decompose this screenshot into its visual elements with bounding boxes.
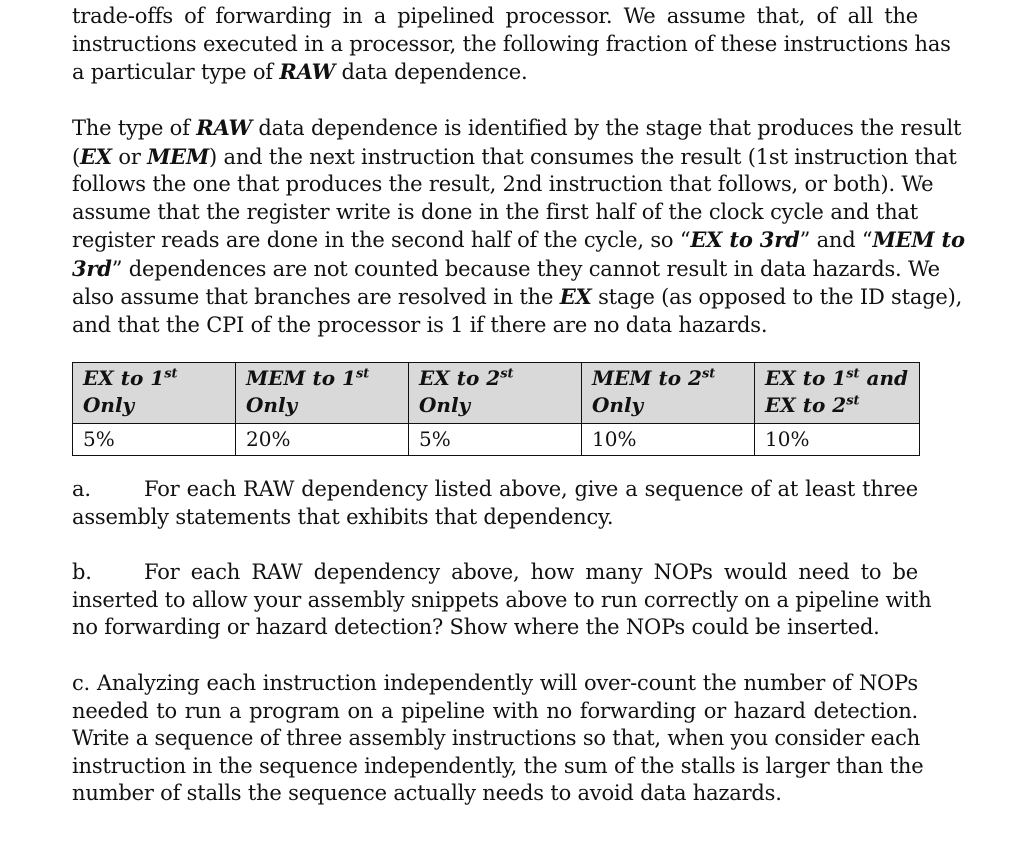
- question-b-label: b.: [72, 560, 92, 584]
- question-b-line-1: b. For each RAW dependency above, how many NOPs would need to be: [72, 559, 918, 587]
- table-cell: 20%: [236, 424, 409, 456]
- raw-term: RAW: [196, 115, 252, 140]
- raw-term: RAW: [279, 59, 336, 84]
- question-b: [72, 559, 932, 642]
- table-header-cell: MEM to 2st Only: [582, 363, 755, 424]
- table-header-cell: EX to 1st Only: [73, 363, 236, 424]
- question-a: [72, 476, 918, 531]
- question-a-label: a.: [72, 477, 91, 501]
- definition-line-6: 3rd” dependences are not counted because they cannot result in data hazards. We: [72, 255, 940, 281]
- question-a-line-1: a. For each RAW dependency listed above, give a sequence of at least three: [72, 476, 918, 504]
- question-c-line-1: c. Analyzing each instruction independently will over-count the number of NOPs: [72, 671, 918, 695]
- table-cell: 10%: [582, 424, 755, 456]
- definition-line-5: register reads are done in the second half of the cycle, so “EX to 3rd” and “MEM to: [72, 227, 965, 252]
- question-c-line-2: needed to run a program on a pipeline with no forwarding or hazard detection.: [72, 698, 918, 723]
- table-header-cell: EX to 1st and EX to 2st: [755, 363, 920, 424]
- raw-dependence-table: [72, 362, 920, 456]
- definition-line-1: The type of RAW data dependence is identified by the stage that produces the result: [72, 115, 962, 140]
- question-b-line-3: no forwarding or hazard detection? Show where the NOPs could be inserted.: [72, 615, 880, 639]
- question-c-line-5: number of stalls the sequence actually needs to avoid data hazards.: [72, 781, 782, 805]
- third-term: 3rd: [72, 255, 112, 281]
- question-b-line-2: inserted to allow your assembly snippets above to run correctly on a pipeline with: [72, 587, 932, 612]
- ex-term: EX: [80, 143, 112, 169]
- ex-to-3rd-term: EX to 3rd: [690, 227, 800, 252]
- table-header-row: [73, 363, 920, 424]
- table-cell: 10%: [755, 424, 920, 456]
- intro-line-3: a particular type of RAW data dependence.: [72, 59, 528, 84]
- mem-term: MEM: [147, 143, 210, 169]
- definition-line-3: follows the one that produces the result, 2nd instruction that follows, or both). We: [72, 172, 934, 196]
- intro-line-1: trade-offs of forwarding in a pipelined processor. We assume that, of all the: [72, 4, 918, 28]
- table-row: [73, 424, 920, 456]
- question-a-line-2: assembly statements that exhibits that dependency.: [72, 504, 614, 529]
- ex-term: EX: [559, 284, 592, 309]
- intro-paragraph: [72, 3, 951, 87]
- table-header-cell: MEM to 1st Only: [236, 363, 409, 424]
- intro-line-2: instructions executed in a processor, the following fraction of these instructions has: [72, 31, 951, 56]
- definition-line-8: and that the CPI of the processor is 1 if there are no data hazards.: [72, 312, 768, 337]
- table-cell: 5%: [73, 424, 236, 456]
- definition-paragraph: [72, 114, 965, 339]
- definition-line-2: (EX or MEM) and the next instruction that consumes the result (1st instruction that: [72, 143, 957, 169]
- definition-line-4: assume that the register write is done in the first half of the clock cycle and that: [72, 199, 918, 224]
- table-header-cell: EX to 2st Only: [409, 363, 582, 424]
- table-cell: 5%: [409, 424, 582, 456]
- mem-to-term: MEM to: [872, 227, 965, 252]
- question-c-line-3: Write a sequence of three assembly instructions so that, when you consider each: [72, 726, 921, 750]
- definition-line-7: also assume that branches are resolved in the EX stage (as opposed to the ID stage),: [72, 284, 963, 309]
- question-c-line-4: instruction in the sequence independently, the sum of the stalls is larger than the: [72, 753, 924, 778]
- question-c: [72, 670, 924, 808]
